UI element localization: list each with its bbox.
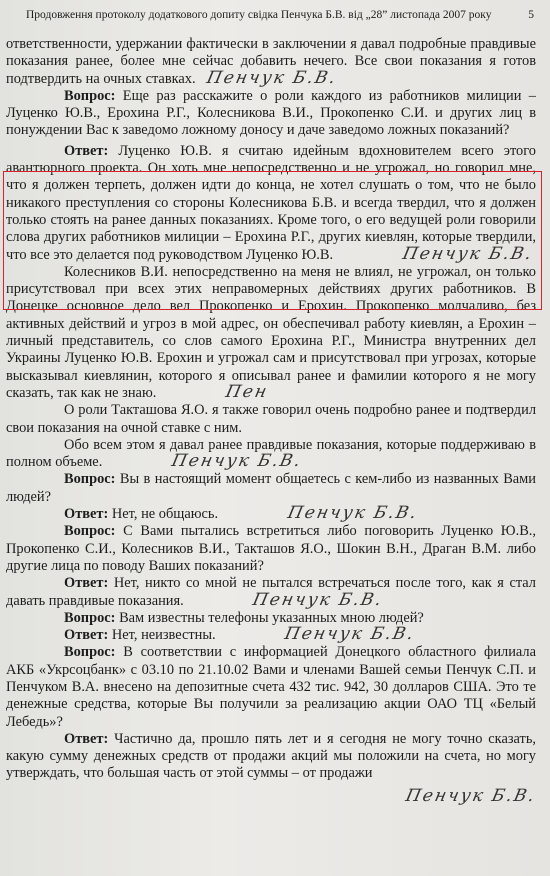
paragraph-text: В соответствии с информацией Донецкого областного филиала АКБ «Укрсоцбанк» с 03.10 по 21.10.02 Вами и членами Вашей семьи Пенчук С.П. и Пенчуком В.А. внесено на депозитные счета 432 тис. 942, 30 долларов США. Это те денежные средства, которые Вы получили за реализацию акции ОАО ТЦ «Белый Лебедь»? xyxy=(6,644,536,730)
answer-label: Ответ: xyxy=(64,730,109,747)
paragraph-text: С Вами пытались встретиться либо поговорить Луценко Ю.В., Прокопенко С.И., Колесников В.И., Такташов Я.О., Шокин В.Н., Драган В.М. либо другие лица по поводу Ваших показаний? xyxy=(6,523,536,574)
paragraph-1 xyxy=(6,88,536,140)
question-label: Вопрос: xyxy=(64,471,116,488)
paragraph-3 xyxy=(6,264,536,402)
paragraph-text: Вы в настоящий момент общаетесь с кем-либо из названных Вами людей? xyxy=(6,471,536,505)
signature: Пен xyxy=(223,381,271,402)
signature: Пенчук Б.В. xyxy=(285,503,420,524)
question-label: Вопрос: xyxy=(64,523,116,540)
paragraph-text: О роли Такташова Я.О. я также говорил очень подробно ранее и подтвердил свои показания на очной ставке с ним. xyxy=(6,402,536,436)
paragraph-12 xyxy=(6,644,536,730)
paragraph-text: Нет, не общаюсь. xyxy=(108,506,219,523)
paragraph-8 xyxy=(6,523,536,575)
question-label: Вопрос: xyxy=(64,644,116,661)
paragraph-5 xyxy=(6,437,536,472)
answer-label: Ответ: xyxy=(64,506,109,523)
paragraph-text: Вам известны телефоны указанных мною людей? xyxy=(115,609,424,626)
paragraph-text: Луценко Ю.В. я считаю идейным вдохновителем всего этого авантюрного проекта. Он хоть мне непосредственно и не угрожал, но говорил мне, что я должен терпеть, должен идти до конца, не хотел слушать о том, что не было никакого преступления со стороны Колесникова Б.В. и всегда твердил, что я должен только стоять на ранее данных показаниях. Кроме того, о его ведущей роли говорили слова других работников милиции – Ерохина Р.Г., других киевлян, которые твердили, что все это делается под руководством Луценко Ю.В. xyxy=(6,142,536,263)
document-body xyxy=(6,36,539,806)
answer-label: Ответ: xyxy=(64,575,109,592)
signature: Пенчук Б.В. xyxy=(169,451,304,472)
paragraph-text: Колесников В.И. непосредственно на меня не влиял, не угрожал, он только присутствовал при всех этих неправомерных действиях других работников. В Донецке основное дело вел Прокопенко и Ерохин. Прокопенко молчаливо, без активных действий и угроз в мой адрес, он обеспечивал работу киевлян, а Ерохин – личный представитель, со слов самого Ерохина Р.Г., Министра внутренних дел Украины Луценко Ю.В. Ерохин и угрожал сам и присутствовал при угрозах, которые высказывал киевлянин, которого я описывал ранее и фамилии которого я не могу сказать, так как не знаю. xyxy=(6,263,536,401)
page-header xyxy=(26,8,540,22)
answer-label: Ответ: xyxy=(64,627,109,644)
paragraph-7 xyxy=(6,503,536,524)
paragraph-text: Нет, никто со мной не пытался встречаться после того, как я стал давать правдивые показания. xyxy=(6,575,536,609)
question-label: Вопрос: xyxy=(64,609,116,626)
paragraph-11 xyxy=(6,624,536,645)
signature: Пенчук Б.В. xyxy=(283,624,418,645)
signature: Пенчук Б.В. xyxy=(400,243,535,264)
signature: Пенчук Б.В. xyxy=(251,589,386,610)
paragraph-6 xyxy=(6,471,536,506)
paragraph-text: Частично да, прошло пять лет и я сегодня не могу точно сказать, какую сумму денежных средств от продажи акций мы положили на счета, но могу утверждать, что большая часть от этой суммы – от продажи xyxy=(6,730,536,782)
answer-label: Ответ: xyxy=(64,142,109,159)
paragraph-2 xyxy=(6,143,536,264)
paragraph-text: Еще раз расскажите о роли каждого из работников милиции – Луценко Ю.В., Ерохина Р.Г., Колесникова В.И., Прокопенко С.И. и других лиц в понуждении Вас к заведомо ложному доносу и даче заведомо ложных показаний? xyxy=(6,87,536,139)
paragraph-13 xyxy=(6,731,536,783)
footer-signature-line xyxy=(6,785,539,806)
paragraph-9 xyxy=(6,575,536,610)
question-label: Вопрос: xyxy=(64,87,116,104)
footer-signature: Пенчук Б.В. xyxy=(403,785,539,806)
paragraph-0 xyxy=(6,36,536,88)
paragraph-4 xyxy=(6,402,536,437)
paragraph-10 xyxy=(6,610,536,627)
header-text: Продовження протоколу додаткового допиту свідка Пенчука Б.В. від „28” листопада 2007 року xyxy=(26,9,492,21)
signature: Пенчук Б.В. xyxy=(205,67,340,88)
page-number: 5 xyxy=(528,9,534,21)
paragraph-text: Обо всем этом я давал ранее правдивые показания, которые поддерживаю в полном объеме. xyxy=(6,436,536,471)
paragraph-text: ответственности, удержании фактически в заключении я давал подробные правдивые показания ранее, более мне сейчас добавить нечего. Все свои показания я готов подтвердить на очных ставках. xyxy=(6,36,536,87)
paragraph-text: Нет, неизвестны. xyxy=(108,627,216,644)
